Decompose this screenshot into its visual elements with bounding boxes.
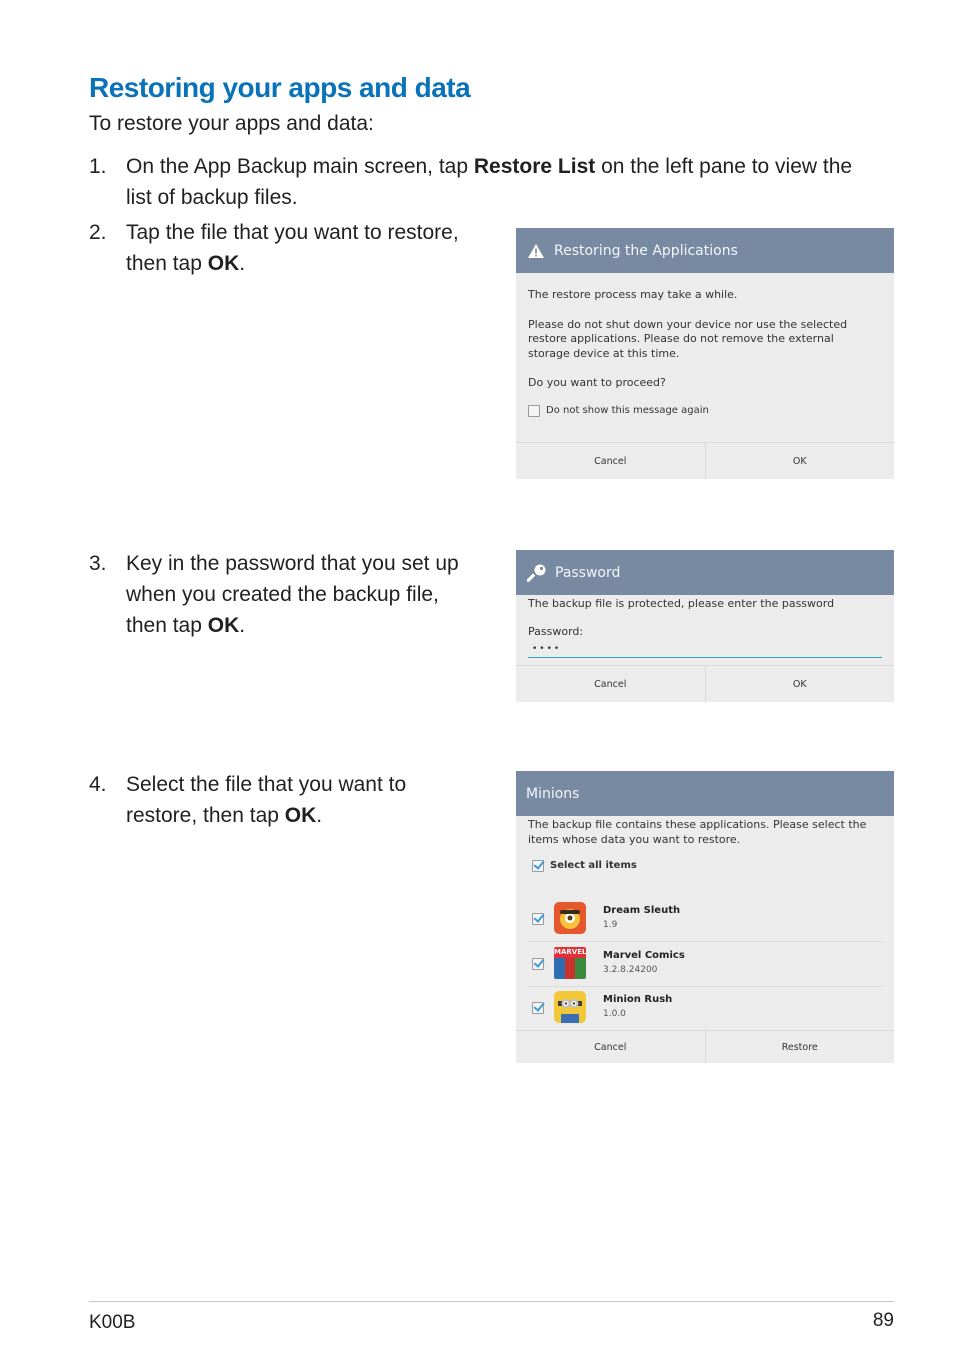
step-text: Select the file that you want to restore, then tap OK. [126, 773, 407, 827]
app-version: 1.9 [603, 920, 618, 930]
dream-sleuth-icon [554, 902, 586, 934]
dialog-message: The backup file is protected, please enter the password [528, 597, 835, 610]
dialog-title-bar [516, 228, 894, 273]
app-version: 3.2.8.24200 [603, 965, 658, 975]
dialog-question: Do you want to proceed? [528, 376, 666, 389]
list-item[interactable] [528, 942, 882, 987]
dialog-warning-text: Please do not shut down your device nor use the selected restore applications. Please do not remove the external storage device at this time. [528, 317, 848, 360]
password-dialog [516, 550, 894, 702]
step-number: 2. [89, 221, 107, 244]
select-all-checkbox[interactable] [532, 860, 544, 872]
step-text: Tap the file that you want to restore, then tap OK. [126, 221, 459, 275]
step-3 [89, 548, 509, 644]
app-checkbox[interactable] [532, 913, 544, 925]
step-number: 4. [89, 773, 107, 796]
page-number: 89 [872, 1310, 894, 1331]
dialog-buttons [516, 665, 894, 702]
cancel-button[interactable]: Cancel [594, 678, 627, 690]
step-4 [89, 769, 509, 833]
dialog-title: Minions [526, 785, 580, 802]
dialog-title: Restoring the Applications [554, 242, 738, 259]
page-heading: Restoring your apps and data [89, 72, 471, 103]
ok-button[interactable]: OK [705, 666, 895, 702]
password-input[interactable] [528, 642, 882, 658]
cancel-button[interactable]: Cancel [594, 1041, 627, 1053]
restore-list-term: Restore List [473, 155, 596, 178]
minion-rush-icon [554, 991, 586, 1023]
cancel-button[interactable]: Cancel [594, 455, 627, 467]
marvel-badge: MARVEL [554, 948, 586, 956]
ok-button[interactable]: OK [705, 443, 895, 479]
step-number: 3. [89, 552, 107, 575]
list-item[interactable] [528, 897, 882, 942]
intro-text: To restore your apps and data: [89, 112, 374, 135]
dont-show-again-option[interactable] [528, 404, 882, 419]
select-all-option[interactable] [528, 859, 882, 874]
app-name: Dream Sleuth [603, 905, 681, 916]
app-name: Marvel Comics [603, 950, 685, 961]
list-item[interactable] [528, 986, 882, 1030]
step-1 [89, 151, 909, 215]
dialog-title-bar [516, 771, 894, 816]
key-icon [527, 564, 547, 582]
dialog-message: The restore process may take a while. [528, 288, 738, 301]
restore-button[interactable]: Restore [705, 1031, 895, 1063]
select-all-label: Select all items [550, 860, 637, 871]
step-number: 1. [89, 155, 107, 178]
dont-show-again-checkbox[interactable] [528, 405, 540, 417]
app-name: Minion Rush [603, 994, 673, 1005]
dialog-title-bar [516, 550, 894, 595]
app-checkbox[interactable] [532, 1002, 544, 1014]
footer-model: K00B [89, 1312, 136, 1333]
app-checkbox[interactable] [532, 958, 544, 970]
dialog-buttons [516, 442, 894, 479]
password-value: •••• [532, 644, 562, 654]
restore-selection-dialog [516, 771, 894, 1063]
step-text: Key in the password that you set up when you created the backup file, then tap OK. [126, 552, 459, 637]
dialog-title: Password [555, 564, 621, 581]
dialog-buttons [516, 1030, 894, 1063]
step-text: On the App Backup main screen, tap Restore List on the left pane to view the list of backup files. [126, 155, 853, 209]
app-version: 1.0.0 [603, 1009, 626, 1019]
checkbox-label: Do not show this message again [546, 404, 709, 416]
restore-warning-dialog [516, 228, 894, 479]
marvel-comics-icon [554, 947, 586, 979]
footer-divider [89, 1301, 894, 1302]
step-2 [89, 217, 509, 281]
warning-icon [528, 244, 544, 258]
password-label: Password: [528, 624, 584, 638]
dialog-message: The backup file contains these applications. Please select the items whose data you want to restore. [528, 818, 867, 846]
